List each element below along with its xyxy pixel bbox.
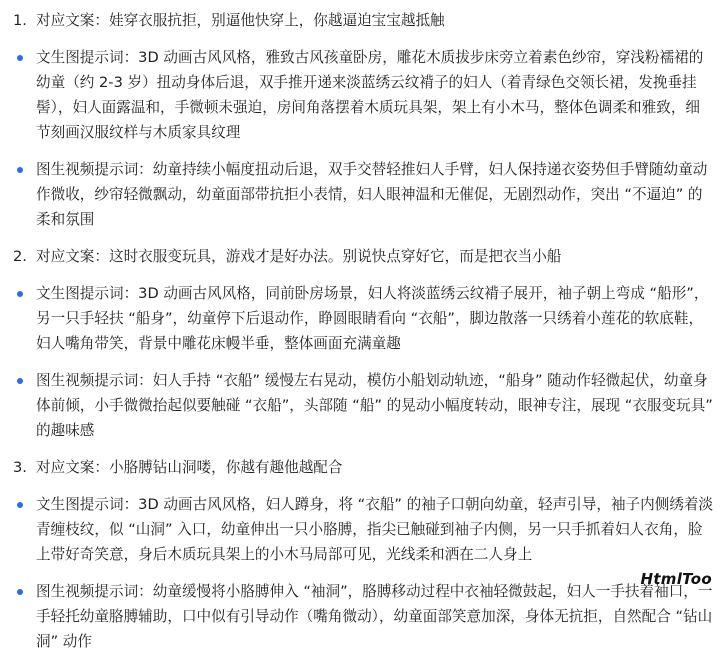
bullet-dot: [17, 167, 23, 173]
section-1-image-prompt: [0, 45, 726, 145]
section-2-number: 2.: [13, 248, 27, 265]
bullet-dot: [17, 378, 23, 384]
section-2-video-prompt-text: 图生视频提示词：妇人手持 “衣船” 缓慢左右晃动，模仿小船划动轨迹，“船身” 随动作轻微起伏，幼童身体前倾，小手微微抬起似要触碰 “衣船”，头部随 “船” 的晃动小幅度转动，眼神专注，展现 “衣服变玩具” 的趣味感: [36, 372, 713, 439]
section-2-image-prompt-text: 文生图提示词：3D 动画古风风格，同前卧房场景，妇人将淡蓝绣云纹褙子展开，袖子朝上弯成 “船形”，另一只手轻扶 “船身”，幼童停下后退动作，睁圆眼睛看向 “衣船”，脚边散落一只绣着小莲花的软底鞋，妇人嘴角带笑，背景中雕花床幔半垂，整体画面充满童趣: [36, 285, 709, 352]
bullet-dot: [17, 55, 23, 61]
section-1-image-prompt-text: 文生图提示词：3D 动画古风风格，雅致古风孩童卧房，雕花木质拔步床旁立着素色纱帘，穿浅粉襦裙的幼童（约 2-3 岁）扭动身体后退，双手推开递来淡蓝绣云纹褙子的妇人（着青绿色交领长裙，发挽垂挂髻），妇人面露温和，手微顿未强迫，房间角落摆着木质玩具架，架上有小木马，整体色调柔和雅致，细节刻画汉服纹样与木质家具纹理: [36, 49, 704, 141]
bullet-dot: [17, 291, 23, 297]
section-2-video-prompt: [0, 368, 726, 443]
section-3-video-prompt-text: 图生视频提示词：幼童缓慢将小胳膊伸入 “袖洞”，胳膊移动过程中衣袖轻微鼓起，妇人一手扶着袖口，一手轻托幼童胳膊辅助，口中似有引导动作（嘴角微动），幼童面部笑意加深，身体无抗拒，自然配合 “钻山洞” 动作: [36, 583, 713, 650]
section-1-video-prompt: [0, 157, 726, 232]
section-2-copy-text: 对应文案：这时衣服变玩具，游戏才是好办法。别说快点穿好它，而是把衣当小船: [36, 248, 562, 265]
section-3-video-prompt: [0, 579, 726, 654]
section-3-copy-text: 对应文案：小胳膊钻山洞喽，你越有趣他越配合: [36, 459, 343, 476]
bullet-dot: [17, 589, 23, 595]
section-2-copy: [0, 244, 726, 269]
section-3-image-prompt-text: 文生图提示词：3D 动画古风风格，妇人蹲身，将 “衣船” 的袖子口朝向幼童，轻声引导，袖子内侧绣着淡青缠枝纹，似 “山洞” 入口，幼童伸出一只小胳膊，指尖已触碰到袖子内侧，另一只手抓着妇人衣角，脸上带好奇笑意，身后木质玩具架上的小木马局部可见，光线柔和洒在二人身上: [36, 496, 714, 563]
section-3-image-prompt: [0, 492, 726, 567]
bullet-dot: [17, 502, 23, 508]
section-1-video-prompt-text: 图生视频提示词：幼童持续小幅度扭动后退，双手交替轻推妇人手臂，妇人保持递衣姿势但手臂随幼童动作微收，纱帘轻微飘动，幼童面部带抗拒小表情，妇人眼神温和无催促，无剧烈动作，突出 “不逼迫” 的柔和氛围: [36, 161, 708, 228]
section-2-image-prompt: [0, 281, 726, 356]
section-3-copy: [0, 455, 726, 480]
watermark: HtmlToo: [640, 570, 712, 588]
section-1-copy: [0, 8, 726, 33]
section-3-number: 3.: [13, 459, 27, 476]
section-1-number: 1.: [13, 12, 27, 29]
section-1-copy-text: 对应文案：娃穿衣服抗拒，别逼他快穿上，你越逼迫宝宝越抵触: [36, 12, 445, 29]
